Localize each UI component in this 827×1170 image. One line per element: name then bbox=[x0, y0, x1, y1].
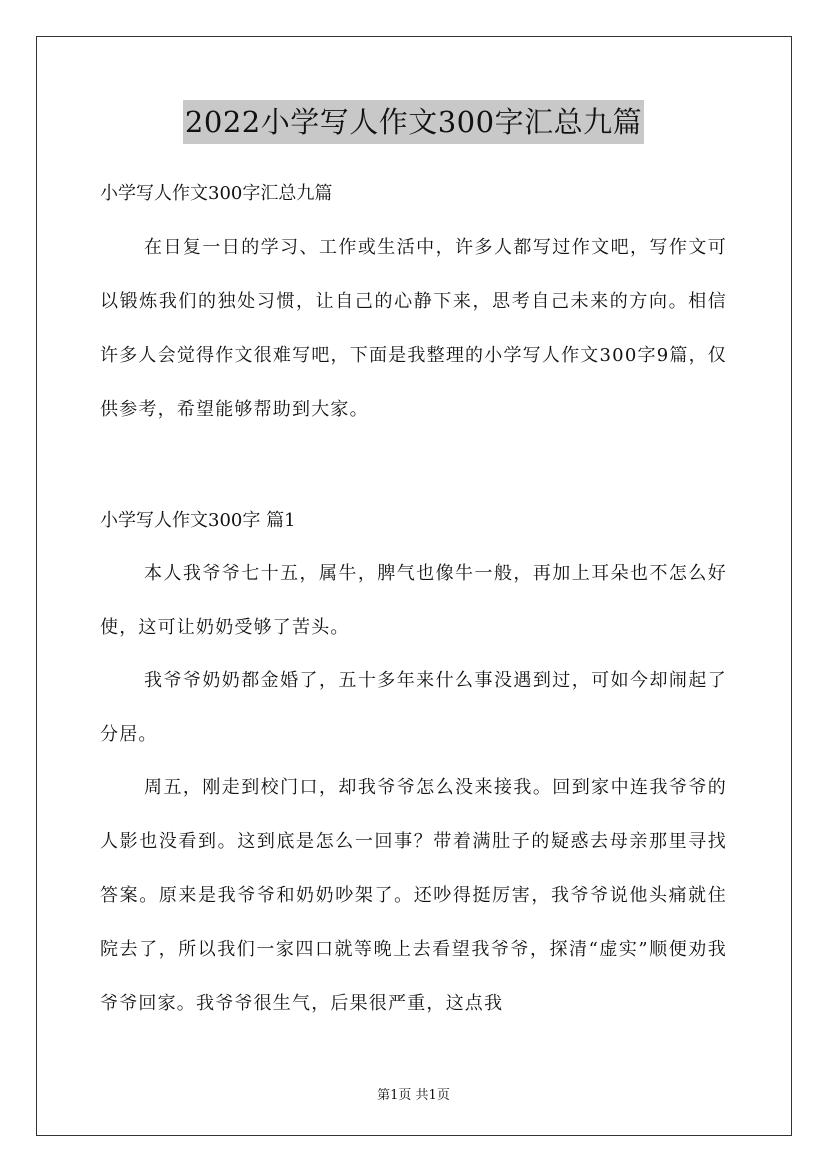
section-heading: 小学写人作文300字 篇1 bbox=[100, 510, 296, 531]
intro-paragraph: 在日复一日的学习、工作或生活中，许多人都写过作文吧，写作文可以锻炼我们的独处习惯，让自己的心静下来，思考自己未来的方向。相信许多人会觉得作文很难写吧，下面是我整理的小学写人作文300字9篇，仅供参考，希望能够帮助到大家。 bbox=[100, 237, 727, 420]
document-title: 2022小学写人作文300字汇总九篇 bbox=[183, 100, 644, 144]
title-container bbox=[0, 100, 827, 144]
page-footer bbox=[0, 1084, 827, 1103]
document-subtitle: 小学写人作文300字汇总九篇 bbox=[100, 183, 333, 204]
body-paragraph-1: 本人我爷爷七十五，属牛，脾气也像牛一般，再加上耳朵也不怎么好使，这可让奶奶受够了苦头。 bbox=[100, 563, 727, 638]
page-number-label: 第1页 共1页 bbox=[377, 1088, 450, 1103]
body-paragraph-2: 我爷爷奶奶都金婚了，五十多年来什么事没遇到过，可如今却闹起了分居。 bbox=[100, 670, 727, 745]
body-paragraph-3: 周五，刚走到校门口，却我爷爷怎么没来接我。回到家中连我爷爷的人影也没看到。这到底是怎么一回事？带着满肚子的疑惑去母亲那里寻找答案。原来是我爷爷和奶奶吵架了。还吵得挺厉害，我爷爷说他头痛就住院去了，所以我们一家四口就等晚上去看望我爷爷，探清“虚实”顺便劝我爷爷回家。我爷爷很生气，后果很严重，这点我 bbox=[100, 777, 727, 1014]
